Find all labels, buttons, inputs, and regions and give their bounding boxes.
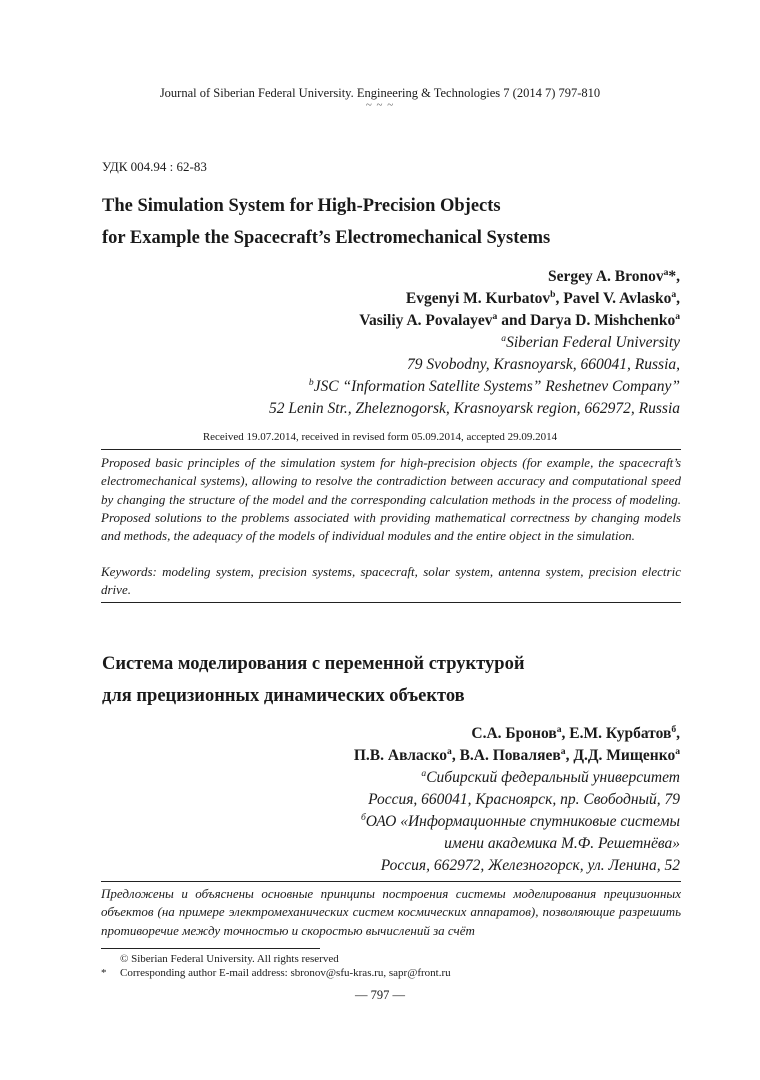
author-separator: , [676, 290, 680, 307]
english-abstract: Proposed basic principles of the simulation system for high-precision objects (for example, the spacecraft’s electromechanical systems), allowing to resolve the contradiction between accuracy and computational speed by changing the structure of the model and the corresponding calculation methods in the process of modeling. Proposed solutions to the problems associated with providing mathematical correctness by changing models and methods, the adequacy of the models of individual modules and the entire object in the simulation. [101, 455, 681, 544]
affiliation-name: Siberian Federal University [506, 334, 680, 351]
author-separator: and [497, 312, 531, 329]
russian-affiliation-b-address: Россия, 662972, Железногорск, ул. Ленина, 52 [380, 857, 680, 874]
english-author-line-1 [548, 268, 680, 286]
footnote-asterisk: * [101, 967, 107, 979]
russian-author-line-1 [471, 725, 680, 743]
corresponding-author: Corresponding author E-mail address: sbronov@sfu-kras.ru, sapr@front.ru [120, 967, 451, 979]
author-name: П.В. Авласко [353, 747, 448, 764]
author-separator: , [676, 725, 680, 742]
affiliation-name: ОАО «Информационные спутниковые системы [365, 813, 680, 830]
author-affiliation-mark: б [671, 723, 677, 735]
udk-code: УДК 004.94 : 62-83 [102, 159, 207, 174]
russian-affiliation-b-name-2: имени академика М.Ф. Решетнёва» [444, 835, 680, 852]
author-name: Vasiliy A. Povalayev [359, 312, 493, 329]
russian-title-line-1: Система моделирования с переменной структурой [102, 654, 525, 674]
author-name: Д.Д. Мищенко [573, 747, 676, 764]
english-affiliation-b-name [309, 378, 680, 396]
author-affiliation-mark: a [675, 310, 680, 322]
author-name: Е.М. Курбатов [569, 725, 672, 742]
affiliation-name: Сибирский федеральный университет [426, 769, 680, 786]
author-separator: , [451, 747, 460, 764]
author-separator: *, [668, 268, 680, 285]
english-keywords: Keywords: modeling system, precision systems, spacecraft, solar system, antenna system, precision electric drive. [101, 564, 681, 598]
russian-affiliation-a-address: Россия, 660041, Красноярск, пр. Свободный, 79 [368, 791, 680, 808]
abstract-top-rule [101, 449, 681, 450]
affiliation-mark: a [501, 332, 507, 344]
received-dates: Received 19.07.2014, received in revised form 05.09.2014, accepted 29.09.2014 [202, 431, 558, 443]
author-affiliation-mark: b [550, 288, 556, 300]
journal-header: Journal of Siberian Federal University. Engineering & Technologies 7 (2014 7) 797-810 [159, 86, 601, 100]
english-affiliation-b-address: 52 Lenin Str., Zheleznogorsk, Krasnoyarsk region, 662972, Russia [268, 400, 680, 417]
header-ornament: ~ ~ ~ [365, 99, 395, 111]
author-name: Evgenyi M. Kurbatov [405, 290, 551, 307]
author-name: В.А. Поваляев [459, 747, 561, 764]
russian-abstract: Предложены и объяснены основные принципы построения системы моделирования прецизионных объектов (на примере электромеханических систем космических аппаратов), позволяющие разрешить противоречие между точностью и скоростью вычислений за счёт [101, 886, 681, 938]
author-name: Pavel V. Avlasko [563, 290, 672, 307]
english-title-line-1: The Simulation System for High-Precision Objects [102, 196, 501, 216]
author-affiliation-mark: a [663, 266, 669, 278]
abstract-bottom-rule [101, 602, 681, 603]
russian-affiliation-b-name [361, 813, 680, 831]
copyright-notice: © Siberian Federal University. All rights reserved [120, 953, 339, 965]
author-name: С.А. Бронов [471, 725, 557, 742]
author-affiliation-mark: а [447, 745, 452, 757]
english-author-line-3 [359, 312, 680, 330]
russian-author-line-2 [354, 747, 680, 765]
english-title-line-2: for Example the Spacecraft’s Electromechanical Systems [102, 228, 551, 248]
author-affiliation-mark: a [671, 288, 677, 300]
page-number: — 797 — [355, 988, 405, 1002]
affiliation-mark: b [308, 376, 314, 388]
affiliation-mark: б [360, 811, 366, 823]
author-separator: , [561, 725, 570, 742]
author-affiliation-mark: а [560, 745, 566, 757]
footnote-rule [101, 948, 320, 949]
author-name: Darya D. Mishchenko [530, 312, 676, 329]
english-affiliation-a-name [501, 334, 680, 352]
russian-abstract-top-rule [101, 881, 681, 882]
author-affiliation-mark: a [492, 310, 498, 322]
russian-title-line-2: для прецизионных динамических объектов [102, 686, 465, 706]
author-name: Sergey A. Bronov [548, 268, 664, 285]
affiliation-mark: а [421, 767, 427, 779]
english-affiliation-a-address: 79 Svobodny, Krasnoyarsk, 660041, Russia, [407, 356, 680, 373]
affiliation-name: JSC “Information Satellite Systems” Reshetnev Company” [313, 378, 680, 395]
author-affiliation-mark: а [675, 745, 680, 757]
english-author-line-2 [406, 290, 680, 308]
author-separator: , [555, 290, 564, 307]
author-separator: , [565, 747, 574, 764]
author-affiliation-mark: а [556, 723, 562, 735]
russian-affiliation-a-name [421, 769, 680, 787]
